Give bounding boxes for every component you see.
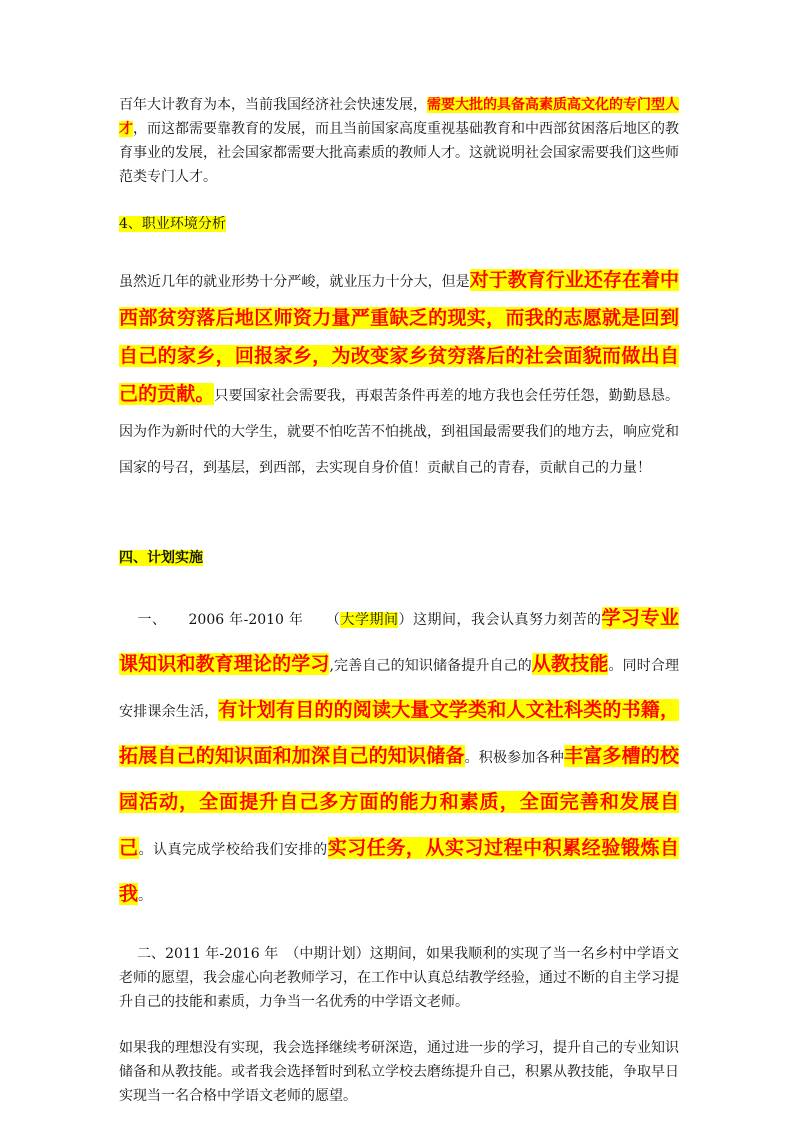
heading-text: 四、计划实施 [119,550,203,566]
paragraph-fallback-plan [119,1036,679,1108]
paren-close: ） [398,612,413,628]
text-run: 。积极参加各种 [464,750,564,766]
paragraph-career-environment [119,262,679,486]
section-heading-plan [119,546,679,570]
text-run: 这期间，我会认真努力刻苦的 [412,612,602,628]
text-run: ,完善自己的知识储备提升自己的 [329,658,532,674]
plan-phase-midterm [119,942,679,1014]
heading-text: 4、职业环境分析 [119,216,226,232]
highlighted-text: 需要大批的具备高素质高文化的专门型人才 [119,97,679,137]
text-run: 只要国家社会需要我，再艰苦条件再差的地方我也会任劳任怨，勤勤恳恳。因为作为新时代的大学生，就要不怕吃苦不怕挑战，到祖国最需要我们的地方去，响应党和国家的号召，到基层，到西部，去实现自身价值！贡献自己的青春，贡献自己的力量！ [119,388,679,476]
highlighted-text: 丰富多槽的校园活动，全面提升自己多方面的能力和素质，全面完善和发展自己 [119,745,679,859]
plan-phase-label: 大学期间 [340,612,399,628]
text-run: 百年大计教育为本，当前我国经济社会快速发展， [119,97,427,113]
text-run: 如果我的理想没有实现，我会选择继续考研深造，通过进一步的学习，提升自己的专业知识储备和从教技能。或者我会选择暂时到私立学校去磨练提升自己，积累从教技能，争取早日实现当一名合格中学语文老师的愿望。 [119,1040,679,1104]
highlighted-text: 对于教育行业还存在着中西部贫穷落后地区师资力量严重缺乏的现实，而我的志愿就是回到自己的家乡，回报家乡，为改变家乡贫穷落后的社会面貌而做出自己的贡献。 [119,269,679,405]
text-run: 。同时合理安排课余生活， [119,658,679,720]
paren-open: （ [325,612,341,628]
text-run: 二、2011 年-2016 年 （中期计划）这期间，如果我顺利的实现了当一名乡村中学语文老师的愿望，我会虚心向老教师学习，在工作中认真总结教学经验，通过不断的自主学习提升自己的技能和素质，力争当一名优秀的中学语文老师。 [119,946,679,1010]
text-run: 虽然近几年的就业形势十分严峻，就业压力十分大，但是 [119,274,470,290]
highlighted-text: 有计划有目的的阅读大量文学类和人文社科类的书籍，拓展自己的知识面和加深自己的知识储备 [119,699,679,767]
document-page [119,93,679,1108]
text-run: 。 [138,888,153,904]
section-heading-career-environment [119,212,679,236]
highlighted-text: 从教技能 [531,653,609,675]
paragraph-talent-demand [119,93,679,189]
plan-phase-university [119,596,679,918]
plan-years: 2006 年-2010 年 [188,612,304,628]
list-number: 一、 [137,612,167,628]
text-run: ，而这都需要靠教育的发展，而且当前国家高度重视基础教育和中西部贫困落后地区的教育事业的发展，社会国家都需要大批高素质的教师人才。这就说明社会国家需要我们这些师范类专门人才。 [119,121,679,185]
highlighted-text: 学习专业课知识和教育理论的学习 [119,607,680,675]
text-run: 。认真完成学校给我们安排的 [138,842,328,858]
highlighted-text: 实习任务，从实习过程中积累经验锻炼自我 [119,837,679,905]
